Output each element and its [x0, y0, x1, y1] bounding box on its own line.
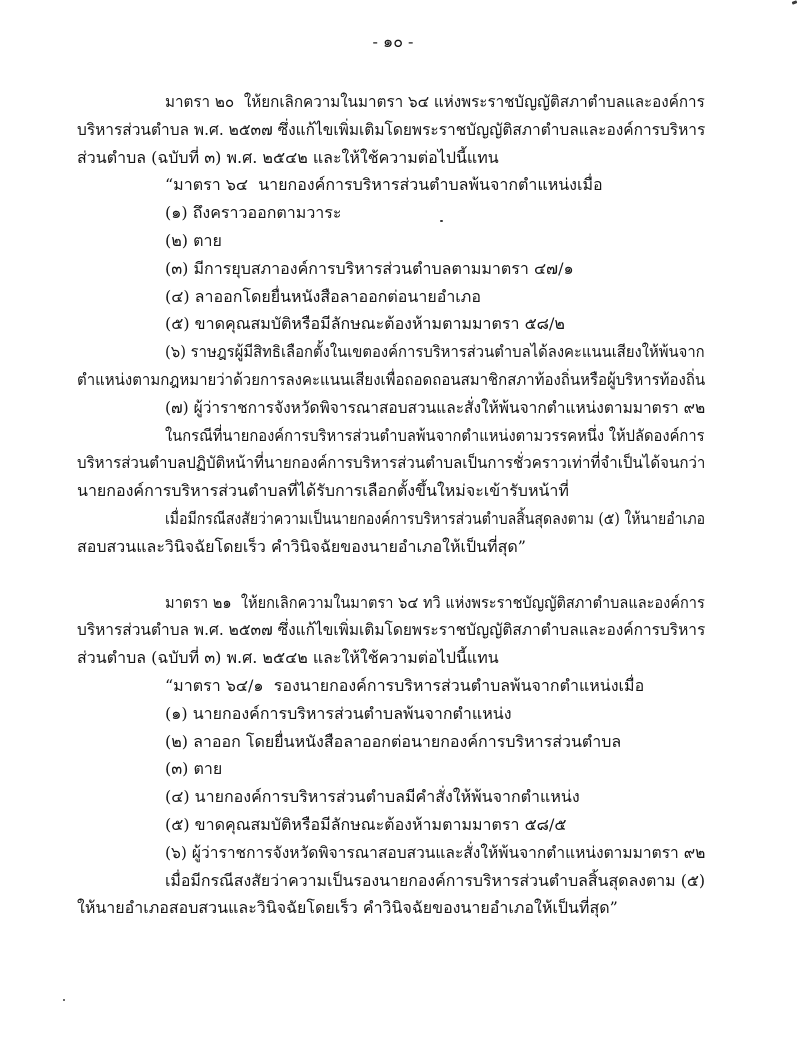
section-20 — [77, 88, 705, 561]
page-number: - ๑๐ - — [372, 32, 414, 51]
section-64-1-item-4: (๔) นายกองค์การบริหารส่วนตำบลมีคำสั่งให้พ้นจากตำแหน่ง — [165, 787, 580, 807]
document-body — [77, 88, 705, 922]
section-64-paragraph-3-line-1: เมื่อมีกรณีสงสัยว่าความเป็นนายกองค์การบริหารส่วนตำบลสิ้นสุดลงตาม (๕) ให้นายอำเภอ — [165, 508, 706, 528]
section-21-title-line-1: มาตรา ๒๑ ให้ยกเลิกความในมาตรา ๖๔ ทวิ แห่งพระราชบัญญัติสภาตำบลและองค์การ — [165, 592, 705, 612]
section-21-title-line-2: บริหารส่วนตำบล พ.ศ. ๒๕๓๗ ซึ่งแก้ไขเพิ่มเติมโดยพระราชบัญญัติสภาตำบลและองค์การบริหาร — [77, 620, 706, 640]
section-20-title-line-2: บริหารส่วนตำบล พ.ศ. ๒๕๓๗ ซึ่งแก้ไขเพิ่มเติมโดยพระราชบัญญัติสภาตำบลและองค์การบริหาร — [77, 119, 706, 139]
section-64-1-item-1: (๑) นายกองค์การบริหารส่วนตำบลพ้นจากตำแหน่ง — [165, 703, 512, 723]
scan-speck — [792, 0, 798, 5]
section-64-item-7: (๗) ผู้ว่าราชการจังหวัดพิจารณาสอบสวนและสั่งให้พ้นจากตำแหน่งตามมาตรา ๙๒ — [165, 397, 706, 417]
section-64-item-4: (๔) ลาออกโดยยื่นหนังสือลาออกต่อนายอำเภอ — [165, 286, 481, 306]
section-64-item-6-line-1: (๖) ราษฎรผู้มีสิทธิเลือกตั้งในเขตองค์การบริหารส่วนตำบลได้ลงคะแนนเสียงให้พ้นจาก — [165, 342, 705, 362]
section-64-item-5: (๕) ขาดคุณสมบัติหรือมีลักษณะต้องห้ามตามมาตรา ๕๘/๒ — [165, 314, 565, 334]
section-64-paragraph-3-line-2: สอบสวนและวินิจฉัยโดยเร็ว คำวินิจฉัยของนายอำเภอให้เป็นที่สุด” — [77, 536, 526, 556]
section-20-title-line-3: ส่วนตำบล (ฉบับที่ ๓) พ.ศ. ๒๕๔๒ และให้ใช้ความต่อไปนี้แทน — [77, 147, 499, 167]
section-64-heading: “มาตรา ๖๔ นายกองค์การบริหารส่วนตำบลพ้นจากตำแหน่งเมื่อ — [165, 175, 603, 195]
section-64-paragraph-2-line-2: บริหารส่วนตำบลปฏิบัติหน้าที่นายกองค์การบริหารส่วนตำบลเป็นการชั่วคราวเท่าที่จำเป็นได้จนกว่า — [77, 453, 706, 473]
section-64-1-heading: “มาตรา ๖๔/๑ รองนายกองค์การบริหารส่วนตำบลพ้นจากตำแหน่งเมื่อ — [165, 675, 645, 695]
section-20-title-line-1: มาตรา ๒๐ ให้ยกเลิกความในมาตรา ๖๔ แห่งพระราชบัญญัติสภาตำบลและองค์การ — [165, 92, 705, 111]
section-64-1-item-5: (๕) ขาดคุณสมบัติหรือมีลักษณะต้องห้ามตามมาตรา ๕๘/๕ — [165, 814, 567, 834]
scan-speck — [440, 220, 443, 222]
section-64-1-item-2: (๒) ลาออก โดยยื่นหนังสือลาออกต่อนายกองค์การบริหารส่วนตำบล — [165, 731, 622, 751]
section-64-item-2: (๒) ตาย — [165, 230, 222, 250]
section-64-1-paragraph-2-line-2: ให้นายอำเภอสอบสวนและวินิจฉัยโดยเร็ว คำวินิจฉัยของนายอำเภอให้เป็นที่สุด” — [77, 898, 618, 918]
section-64-1-item-3: (๓) ตาย — [165, 759, 223, 779]
section-64-paragraph-2-line-3: นายกองค์การบริหารส่วนตำบลที่ได้รับการเลือกตั้งขึ้นใหม่จะเข้ารับหน้าที่ — [77, 481, 569, 501]
section-64-1-item-6: (๖) ผู้ว่าราชการจังหวัดพิจารณาสอบสวนและสั่งให้พ้นจากตำแหน่งตามมาตรา ๙๒ — [165, 842, 706, 862]
section-64-1-paragraph-2-line-1: เมื่อมีกรณีสงสัยว่าความเป็นรองนายกองค์การบริหารส่วนตำบลสิ้นสุดลงตาม (๕) — [165, 870, 706, 890]
section-21-title-line-3: ส่วนตำบล (ฉบับที่ ๓) พ.ศ. ๒๕๔๒ และให้ใช้ความต่อไปนี้แทน — [77, 648, 499, 668]
section-64-paragraph-2-line-1: ในกรณีที่นายกองค์การบริหารส่วนตำบลพ้นจากตำแหน่งตามวรรคหนึ่ง ให้ปลัดองค์การ — [165, 425, 705, 445]
section-64-item-6-line-2: ตำแหน่งตามกฎหมายว่าด้วยการลงคะแนนเสียงเพื่อถอดถอนสมาชิกสภาท้องถิ่นหรือผู้บริหารท้องถิ่น — [77, 369, 706, 389]
scan-speck — [63, 999, 65, 1001]
section-64-item-1: (๑) ถึงคราวออกตามวาระ — [165, 203, 342, 223]
section-64-item-3: (๓) มีการยุบสภาองค์การบริหารส่วนตำบลตามมาตรา ๔๗/๑ — [165, 258, 574, 278]
section-21 — [77, 589, 705, 923]
